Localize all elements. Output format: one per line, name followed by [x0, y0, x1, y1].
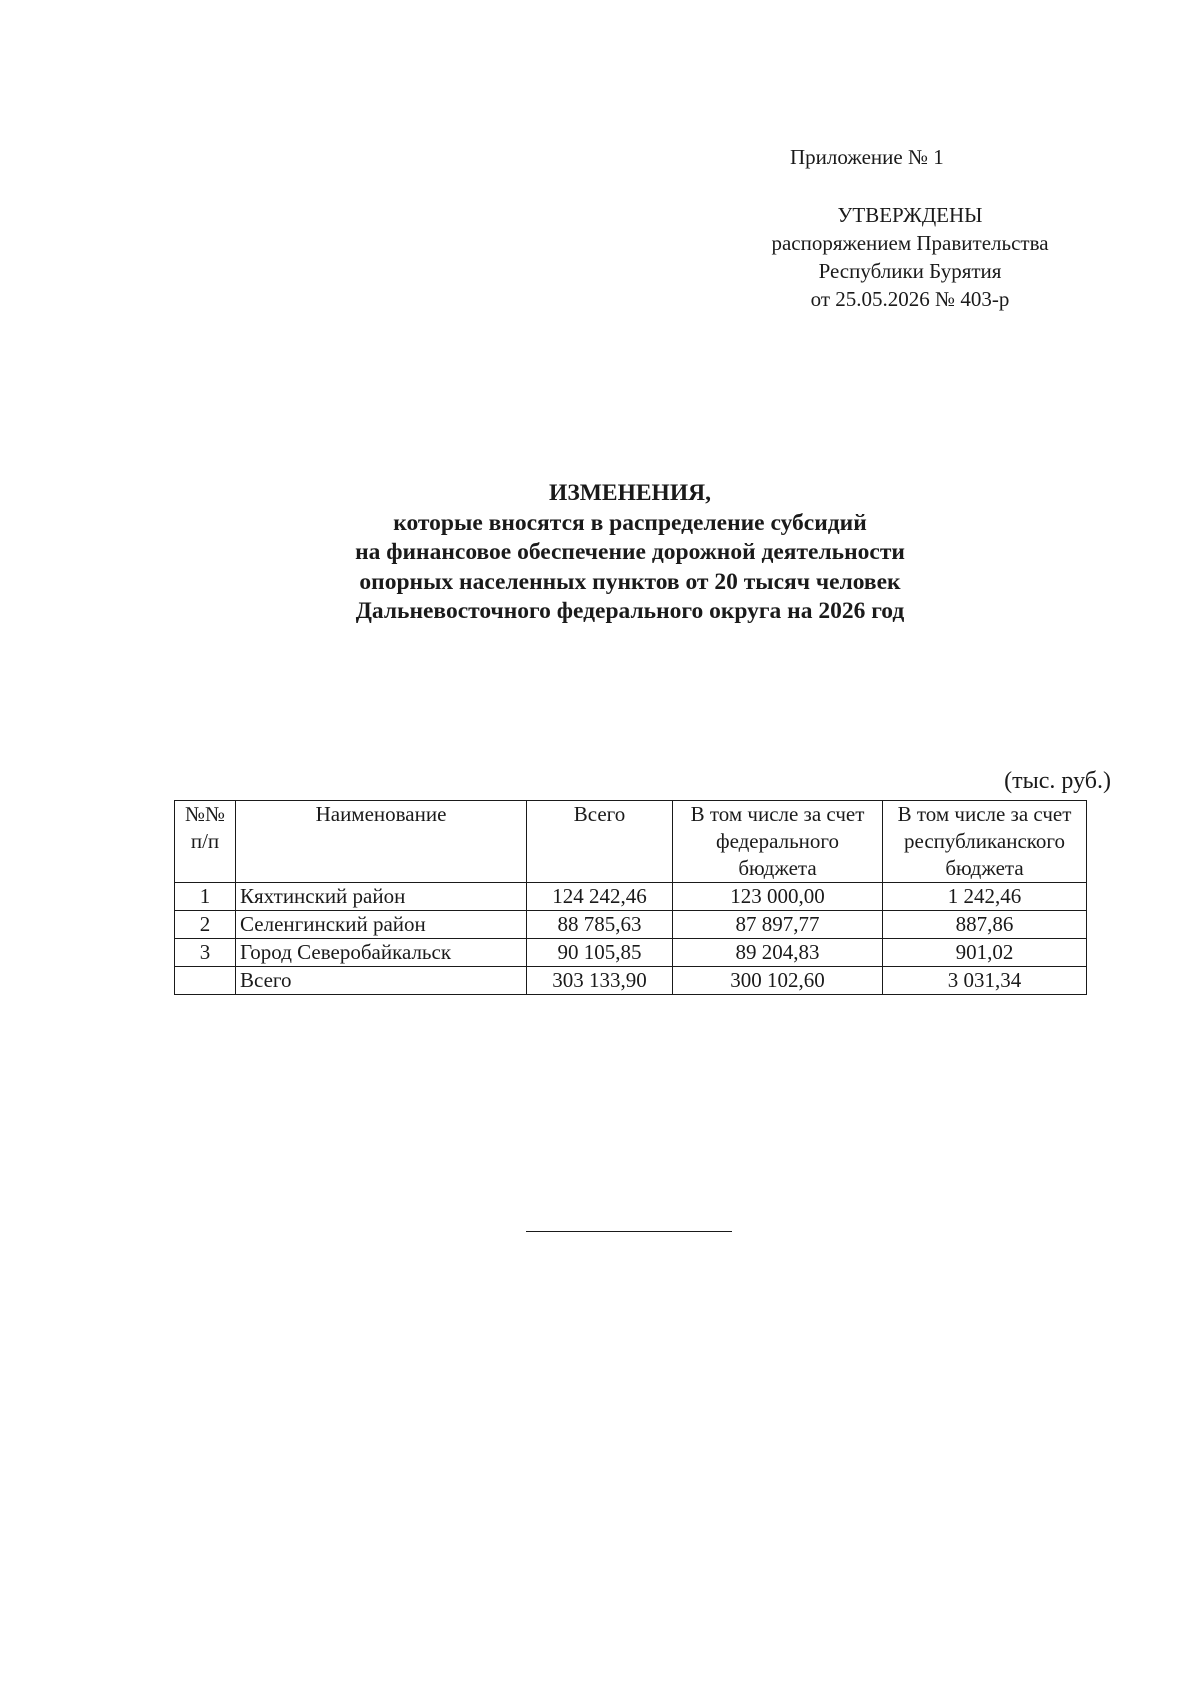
header-federal: В том числе за счет федерального бюджета	[673, 801, 883, 883]
document-title	[160, 479, 1100, 627]
row-number: 2	[175, 911, 236, 939]
row-name: Селенгинский район	[236, 911, 527, 939]
row-total: 88 785,63	[527, 911, 673, 939]
header-number: №№ п/п	[175, 801, 236, 883]
table-total-row	[175, 967, 1087, 995]
approval-line: распоряжением Правительства	[771, 231, 1049, 255]
row-name: Всего	[236, 967, 527, 995]
row-federal: 123 000,00	[673, 883, 883, 911]
row-republican: 887,86	[883, 911, 1087, 939]
title-line: ИЗМЕНЕНИЯ,	[549, 480, 711, 506]
row-federal: 87 897,77	[673, 911, 883, 939]
appendix-label: Приложение № 1	[790, 145, 944, 169]
header-republican: В том числе за счет республиканского бюджета	[883, 801, 1087, 883]
row-total: 90 105,85	[527, 939, 673, 967]
approval-line: от 25.05.2026 № 403-р	[810, 287, 1010, 311]
row-republican: 901,02	[883, 939, 1087, 967]
approval-block	[712, 201, 1108, 313]
row-total: 303 133,90	[527, 967, 673, 995]
header-total: Всего	[527, 801, 673, 883]
end-divider	[526, 1231, 732, 1232]
table-row	[175, 939, 1087, 967]
title-line: которые вносятся в распределение субсидий	[393, 509, 867, 536]
subsidy-table	[174, 800, 1087, 995]
row-total: 124 242,46	[527, 883, 673, 911]
approval-line: УТВЕРЖДЕНЫ	[837, 203, 983, 227]
header-name: Наименование	[236, 801, 527, 883]
units-label: (тыс. руб.)	[1004, 768, 1111, 794]
row-federal: 89 204,83	[673, 939, 883, 967]
row-number: 3	[175, 939, 236, 967]
row-republican: 3 031,34	[883, 967, 1087, 995]
row-number: 1	[175, 883, 236, 911]
title-line: Дальневосточного федерального округа на 2026 год	[355, 598, 905, 624]
row-federal: 300 102,60	[673, 967, 883, 995]
title-line: на финансовое обеспечение дорожной деятельности	[355, 539, 905, 565]
table-row	[175, 883, 1087, 911]
table-header-row	[175, 801, 1087, 883]
row-name: Город Северобайкальск	[236, 939, 527, 967]
title-line: опорных населенных пунктов от 20 тысяч человек	[359, 568, 901, 595]
approval-line: Республики Бурятия	[818, 259, 1002, 283]
row-republican: 1 242,46	[883, 883, 1087, 911]
table-row	[175, 911, 1087, 939]
row-name: Кяхтинский район	[236, 883, 527, 911]
row-number	[175, 967, 236, 995]
